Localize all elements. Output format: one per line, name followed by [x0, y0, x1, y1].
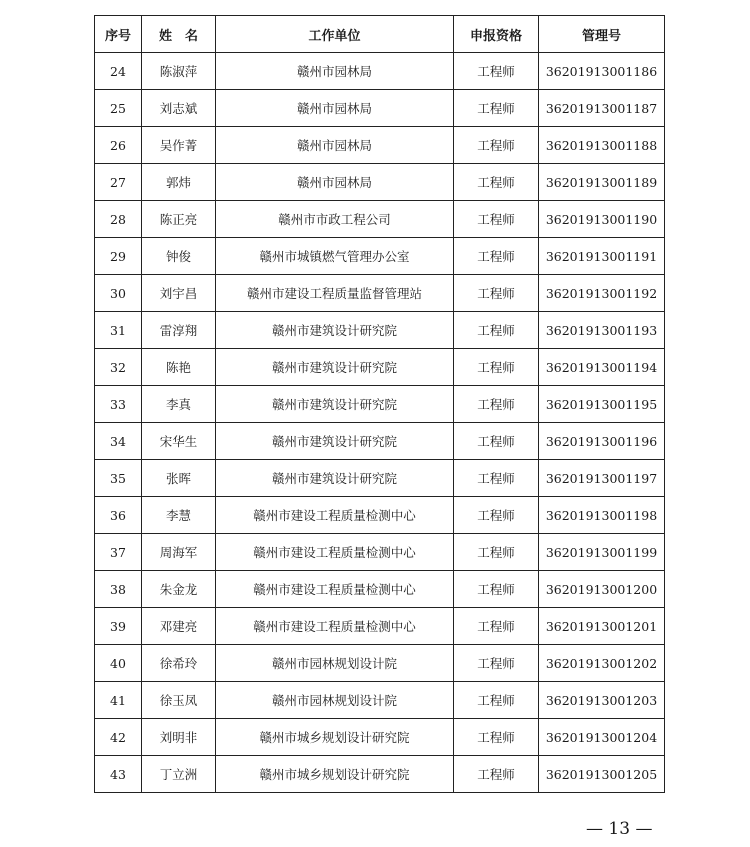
table-row: [95, 90, 665, 127]
cell-unit: 赣州市园林局: [216, 164, 454, 201]
cell-unit: 赣州市园林局: [216, 90, 454, 127]
cell-no: 25: [95, 90, 142, 127]
cell-name: 郭炜: [142, 164, 216, 201]
cell-name: 徐玉凤: [142, 682, 216, 719]
cell-name: 邓建亮: [142, 608, 216, 645]
cell-name: 陈艳: [142, 349, 216, 386]
cell-unit: 赣州市建设工程质量检测中心: [216, 571, 454, 608]
cell-qualification: 工程师: [454, 497, 539, 534]
cell-unit: 赣州市园林规划设计院: [216, 645, 454, 682]
table-row: [95, 571, 665, 608]
cell-no: 36: [95, 497, 142, 534]
cell-unit: 赣州市建设工程质量检测中心: [216, 497, 454, 534]
cell-name: 陈正亮: [142, 201, 216, 238]
cell-id: 36201913001188: [539, 127, 665, 164]
cell-name: 周海军: [142, 534, 216, 571]
cell-no: 33: [95, 386, 142, 423]
cell-id: 36201913001194: [539, 349, 665, 386]
cell-name: 钟俊: [142, 238, 216, 275]
cell-qualification: 工程师: [454, 608, 539, 645]
cell-qualification: 工程师: [454, 201, 539, 238]
table-row: [95, 164, 665, 201]
cell-no: 42: [95, 719, 142, 756]
cell-name: 刘宇昌: [142, 275, 216, 312]
cell-id: 36201913001196: [539, 423, 665, 460]
cell-qualification: 工程师: [454, 127, 539, 164]
table-header: [95, 16, 665, 53]
table-row: [95, 127, 665, 164]
table-row: [95, 349, 665, 386]
cell-name: 丁立洲: [142, 756, 216, 793]
cell-no: 41: [95, 682, 142, 719]
cell-id: 36201913001202: [539, 645, 665, 682]
cell-unit: 赣州市市政工程公司: [216, 201, 454, 238]
cell-id: 36201913001205: [539, 756, 665, 793]
cell-qualification: 工程师: [454, 534, 539, 571]
cell-qualification: 工程师: [454, 349, 539, 386]
cell-id: 36201913001189: [539, 164, 665, 201]
table-row: [95, 534, 665, 571]
cell-no: 35: [95, 460, 142, 497]
cell-unit: 赣州市城乡规划设计研究院: [216, 719, 454, 756]
cell-id: 36201913001192: [539, 275, 665, 312]
header-unit: 工作单位: [216, 16, 454, 53]
table-row: [95, 275, 665, 312]
cell-qualification: 工程师: [454, 238, 539, 275]
cell-name: 雷淳翔: [142, 312, 216, 349]
table-row: [95, 460, 665, 497]
table-row: [95, 201, 665, 238]
cell-id: 36201913001187: [539, 90, 665, 127]
cell-id: 36201913001200: [539, 571, 665, 608]
header-id: 管理号: [539, 16, 665, 53]
cell-id: 36201913001198: [539, 497, 665, 534]
header-name: 姓 名: [142, 16, 216, 53]
cell-name: 宋华生: [142, 423, 216, 460]
cell-name: 刘志斌: [142, 90, 216, 127]
table-row: [95, 497, 665, 534]
page-number: — 13 —: [586, 819, 653, 839]
cell-no: 43: [95, 756, 142, 793]
cell-no: 30: [95, 275, 142, 312]
table-row: [95, 719, 665, 756]
table-row: [95, 423, 665, 460]
cell-qualification: 工程师: [454, 53, 539, 90]
cell-no: 26: [95, 127, 142, 164]
cell-no: 40: [95, 645, 142, 682]
cell-unit: 赣州市园林规划设计院: [216, 682, 454, 719]
cell-unit: 赣州市园林局: [216, 127, 454, 164]
cell-id: 36201913001203: [539, 682, 665, 719]
cell-id: 36201913001195: [539, 386, 665, 423]
table-row: [95, 682, 665, 719]
cell-unit: 赣州市建筑设计研究院: [216, 386, 454, 423]
cell-id: 36201913001199: [539, 534, 665, 571]
cell-qualification: 工程师: [454, 164, 539, 201]
cell-unit: 赣州市建筑设计研究院: [216, 423, 454, 460]
cell-no: 38: [95, 571, 142, 608]
cell-name: 朱金龙: [142, 571, 216, 608]
cell-name: 陈淑萍: [142, 53, 216, 90]
cell-unit: 赣州市建筑设计研究院: [216, 312, 454, 349]
cell-qualification: 工程师: [454, 645, 539, 682]
cell-unit: 赣州市建筑设计研究院: [216, 460, 454, 497]
cell-name: 李慧: [142, 497, 216, 534]
header-row: [95, 16, 665, 53]
cell-id: 36201913001197: [539, 460, 665, 497]
document-page: [94, 15, 664, 793]
cell-name: 李真: [142, 386, 216, 423]
cell-id: 36201913001190: [539, 201, 665, 238]
cell-no: 29: [95, 238, 142, 275]
cell-qualification: 工程师: [454, 312, 539, 349]
cell-no: 31: [95, 312, 142, 349]
header-no: 序号: [95, 16, 142, 53]
cell-unit: 赣州市建设工程质量监督管理站: [216, 275, 454, 312]
cell-name: 吴作菁: [142, 127, 216, 164]
cell-unit: 赣州市建设工程质量检测中心: [216, 608, 454, 645]
cell-id: 36201913001201: [539, 608, 665, 645]
cell-qualification: 工程师: [454, 423, 539, 460]
cell-unit: 赣州市城镇燃气管理办公室: [216, 238, 454, 275]
header-qualification: 申报资格: [454, 16, 539, 53]
cell-id: 36201913001193: [539, 312, 665, 349]
cell-unit: 赣州市建筑设计研究院: [216, 349, 454, 386]
cell-unit: 赣州市园林局: [216, 53, 454, 90]
cell-id: 36201913001204: [539, 719, 665, 756]
cell-qualification: 工程师: [454, 719, 539, 756]
cell-qualification: 工程师: [454, 571, 539, 608]
cell-unit: 赣州市城乡规划设计研究院: [216, 756, 454, 793]
cell-qualification: 工程师: [454, 682, 539, 719]
table-row: [95, 386, 665, 423]
cell-qualification: 工程师: [454, 756, 539, 793]
cell-qualification: 工程师: [454, 90, 539, 127]
table-row: [95, 608, 665, 645]
table-row: [95, 238, 665, 275]
cell-id: 36201913001186: [539, 53, 665, 90]
cell-qualification: 工程师: [454, 275, 539, 312]
cell-no: 34: [95, 423, 142, 460]
cell-name: 徐希玲: [142, 645, 216, 682]
table-row: [95, 312, 665, 349]
table-body: [95, 53, 665, 793]
table-row: [95, 645, 665, 682]
cell-name: 张晖: [142, 460, 216, 497]
roster-table: [94, 15, 665, 793]
cell-name: 刘明非: [142, 719, 216, 756]
cell-qualification: 工程师: [454, 386, 539, 423]
cell-no: 37: [95, 534, 142, 571]
cell-unit: 赣州市建设工程质量检测中心: [216, 534, 454, 571]
table-row: [95, 53, 665, 90]
cell-no: 28: [95, 201, 142, 238]
cell-no: 39: [95, 608, 142, 645]
cell-id: 36201913001191: [539, 238, 665, 275]
table-row: [95, 756, 665, 793]
cell-no: 24: [95, 53, 142, 90]
cell-no: 32: [95, 349, 142, 386]
cell-qualification: 工程师: [454, 460, 539, 497]
cell-no: 27: [95, 164, 142, 201]
